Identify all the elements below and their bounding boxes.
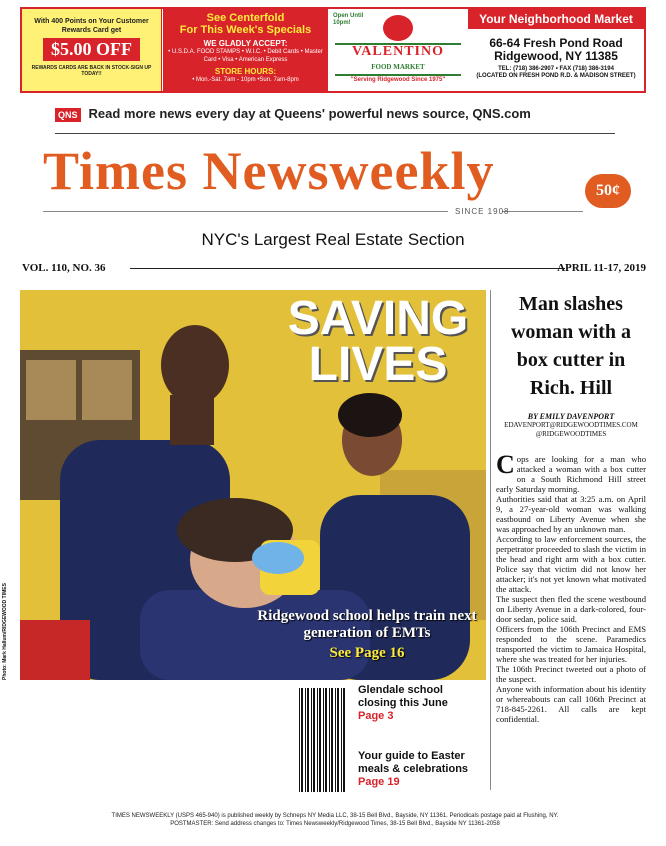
- story-paragraph: According to law enforcement sources, the perpetrator proceeded to slash the victim in the head and right arm with a box cutter. Police say that victim did not know her attacker; it's not yet known what motivated the attack.: [496, 534, 646, 594]
- open-until-note: Open Until 10pm!: [333, 13, 364, 26]
- rewards-offer: [22, 9, 162, 91]
- publication-footer: [40, 812, 630, 828]
- teaser-page: Page 19: [358, 776, 400, 788]
- story-paragraph: The 106th Precinct tweeted out a photo of the suspect.: [496, 664, 646, 684]
- teaser-glendale[interactable]: [358, 684, 483, 722]
- story-column: [496, 290, 646, 724]
- cover-headline-line2: LIVES: [308, 338, 448, 391]
- footer-line2: POSTMASTER: Send address changes to: Times Newsweekly/Ridgewood Times, 38-15 Bell Blvd., Bayside NY 11361-2058: [170, 821, 500, 827]
- neighborhood-heading: Your Neighborhood Market: [468, 9, 644, 29]
- masthead-subtitle: NYC's Largest Real Estate Section: [201, 230, 465, 249]
- brand-title: VALENTINO: [352, 44, 444, 59]
- qns-promo[interactable]: [55, 106, 615, 130]
- story-paragraph: Officers from the 106th Precinct and EMS responded to the scene. Paramedics transported the victim to Jamaica Hospital, where she was treated for her injuries.: [496, 624, 646, 664]
- story-paragraph: Anyone with information about his identity or whereabouts can call 106th Precinct at 718-845-2261. All calls are kept confidential.: [496, 684, 646, 724]
- column-divider: [490, 290, 491, 790]
- divider: [130, 268, 565, 269]
- qns-promo-text: Read more news every day at Queens' powerful news source, QNS.com: [88, 106, 531, 121]
- accept-list: • U.S.D.A. FOOD STAMPS • W.I.C. • Debit Cards • Master Card • Visa • American Express: [168, 49, 323, 63]
- cover-caption-text: Ridgewood school helps train next generation of EMTs: [257, 608, 477, 641]
- rewards-note: REWARDS CARDS ARE BACK IN STOCK-SIGN UP TODAY!!: [31, 65, 152, 77]
- teaser-easter[interactable]: [358, 750, 483, 788]
- author-handle[interactable]: @RIDGEWOODTIMES: [535, 430, 607, 438]
- story-paragraph: Cops are looking for a man who attacked a woman with a box cutter on a South Richmond Hill street early Saturday morning.: [496, 450, 646, 494]
- brand-name: [335, 43, 461, 76]
- masthead-title: Times Newsweekly: [43, 141, 495, 201]
- discount-badge: $5.00 OFF: [43, 38, 140, 61]
- store-hours: • Mon.-Sat. 7am - 10pm •Sun. 7am-8pm: [192, 77, 299, 83]
- qns-logo: QNS: [55, 108, 81, 122]
- author-email[interactable]: EDAVENPORT@RIDGEWOODTIMES.COM: [504, 421, 638, 429]
- phone-fax: TEL: (718) 386-2907 • FAX (718) 386-3194: [498, 66, 614, 72]
- story-paragraph: Authorities said that at 3:25 a.m. on April 9, a 27-year-old woman was walking eastbound on Liberty Avenue when she was approached by an unknown man.: [496, 494, 646, 534]
- serving-slogan: "Serving Ridgewood Since 1975": [350, 77, 446, 83]
- since-year: SINCE 1908: [455, 207, 510, 216]
- cover-headline-line1: SAVING: [287, 292, 469, 345]
- store-contact: [468, 9, 644, 91]
- issue-date: APRIL 11-17, 2019: [557, 262, 646, 274]
- cover-see-page[interactable]: See Page 16: [329, 645, 405, 661]
- barcode: [297, 688, 345, 792]
- story-paragraph: The suspect then fled the scene westbound on Liberty Avenue in a dark-colored, four-door sedan, police said.: [496, 594, 646, 624]
- cover-photo[interactable]: [20, 290, 486, 680]
- apple-icon: [383, 15, 413, 41]
- rewards-points-text: With 400 Points on Your Customer Rewards Card get: [34, 18, 149, 34]
- volume-number: VOL. 110, NO. 36: [22, 262, 106, 274]
- divider: [43, 211, 448, 212]
- centerfold-line1: See Centerfold: [206, 12, 285, 24]
- story-headline[interactable]: Man slashes woman with a box cutter in Rich. Hill: [510, 293, 631, 399]
- address-line1: 66-64 Fresh Pond Road: [489, 36, 623, 50]
- specials-panel: [163, 9, 328, 91]
- brand-subtitle: FOOD MARKET: [371, 63, 425, 71]
- hours-heading: STORE HOURS:: [214, 67, 277, 76]
- centerfold-line2: For This Week's Specials: [179, 24, 312, 36]
- story-body: [496, 450, 646, 724]
- divider: [55, 133, 615, 134]
- footer-line1: TIMES NEWSWEEKLY (USPS 465-940) is published weekly by Schneps NY Media LLC, 38-15 Bell Blvd., Bayside, NY 11361. Periodicals postage paid at Flushing, NY.: [111, 813, 559, 819]
- cover-caption: [250, 608, 484, 662]
- accept-heading: WE GLADLY ACCEPT:: [203, 39, 288, 48]
- divider: [502, 211, 583, 212]
- valentino-logo: [329, 9, 467, 91]
- valentino-ad-banner[interactable]: [20, 7, 646, 93]
- teaser-page: Page 3: [358, 710, 394, 722]
- cover-headline: [278, 292, 478, 391]
- photo-credit: Photo: Mark Hallum/RIDGEWOOD TIMES: [2, 583, 8, 680]
- address-line2: Ridgewood, NY 11385: [494, 49, 618, 63]
- story-byline: BY EMILY DAVENPORT: [527, 412, 615, 421]
- teaser-title: Your guide to Easter meals & celebrations: [358, 750, 469, 775]
- store-location: (LOCATED ON FRESH POND R.D. & MADISON STREET): [476, 73, 636, 79]
- price-badge: 50¢: [585, 174, 631, 208]
- teaser-title: Glendale school closing this June: [358, 684, 448, 709]
